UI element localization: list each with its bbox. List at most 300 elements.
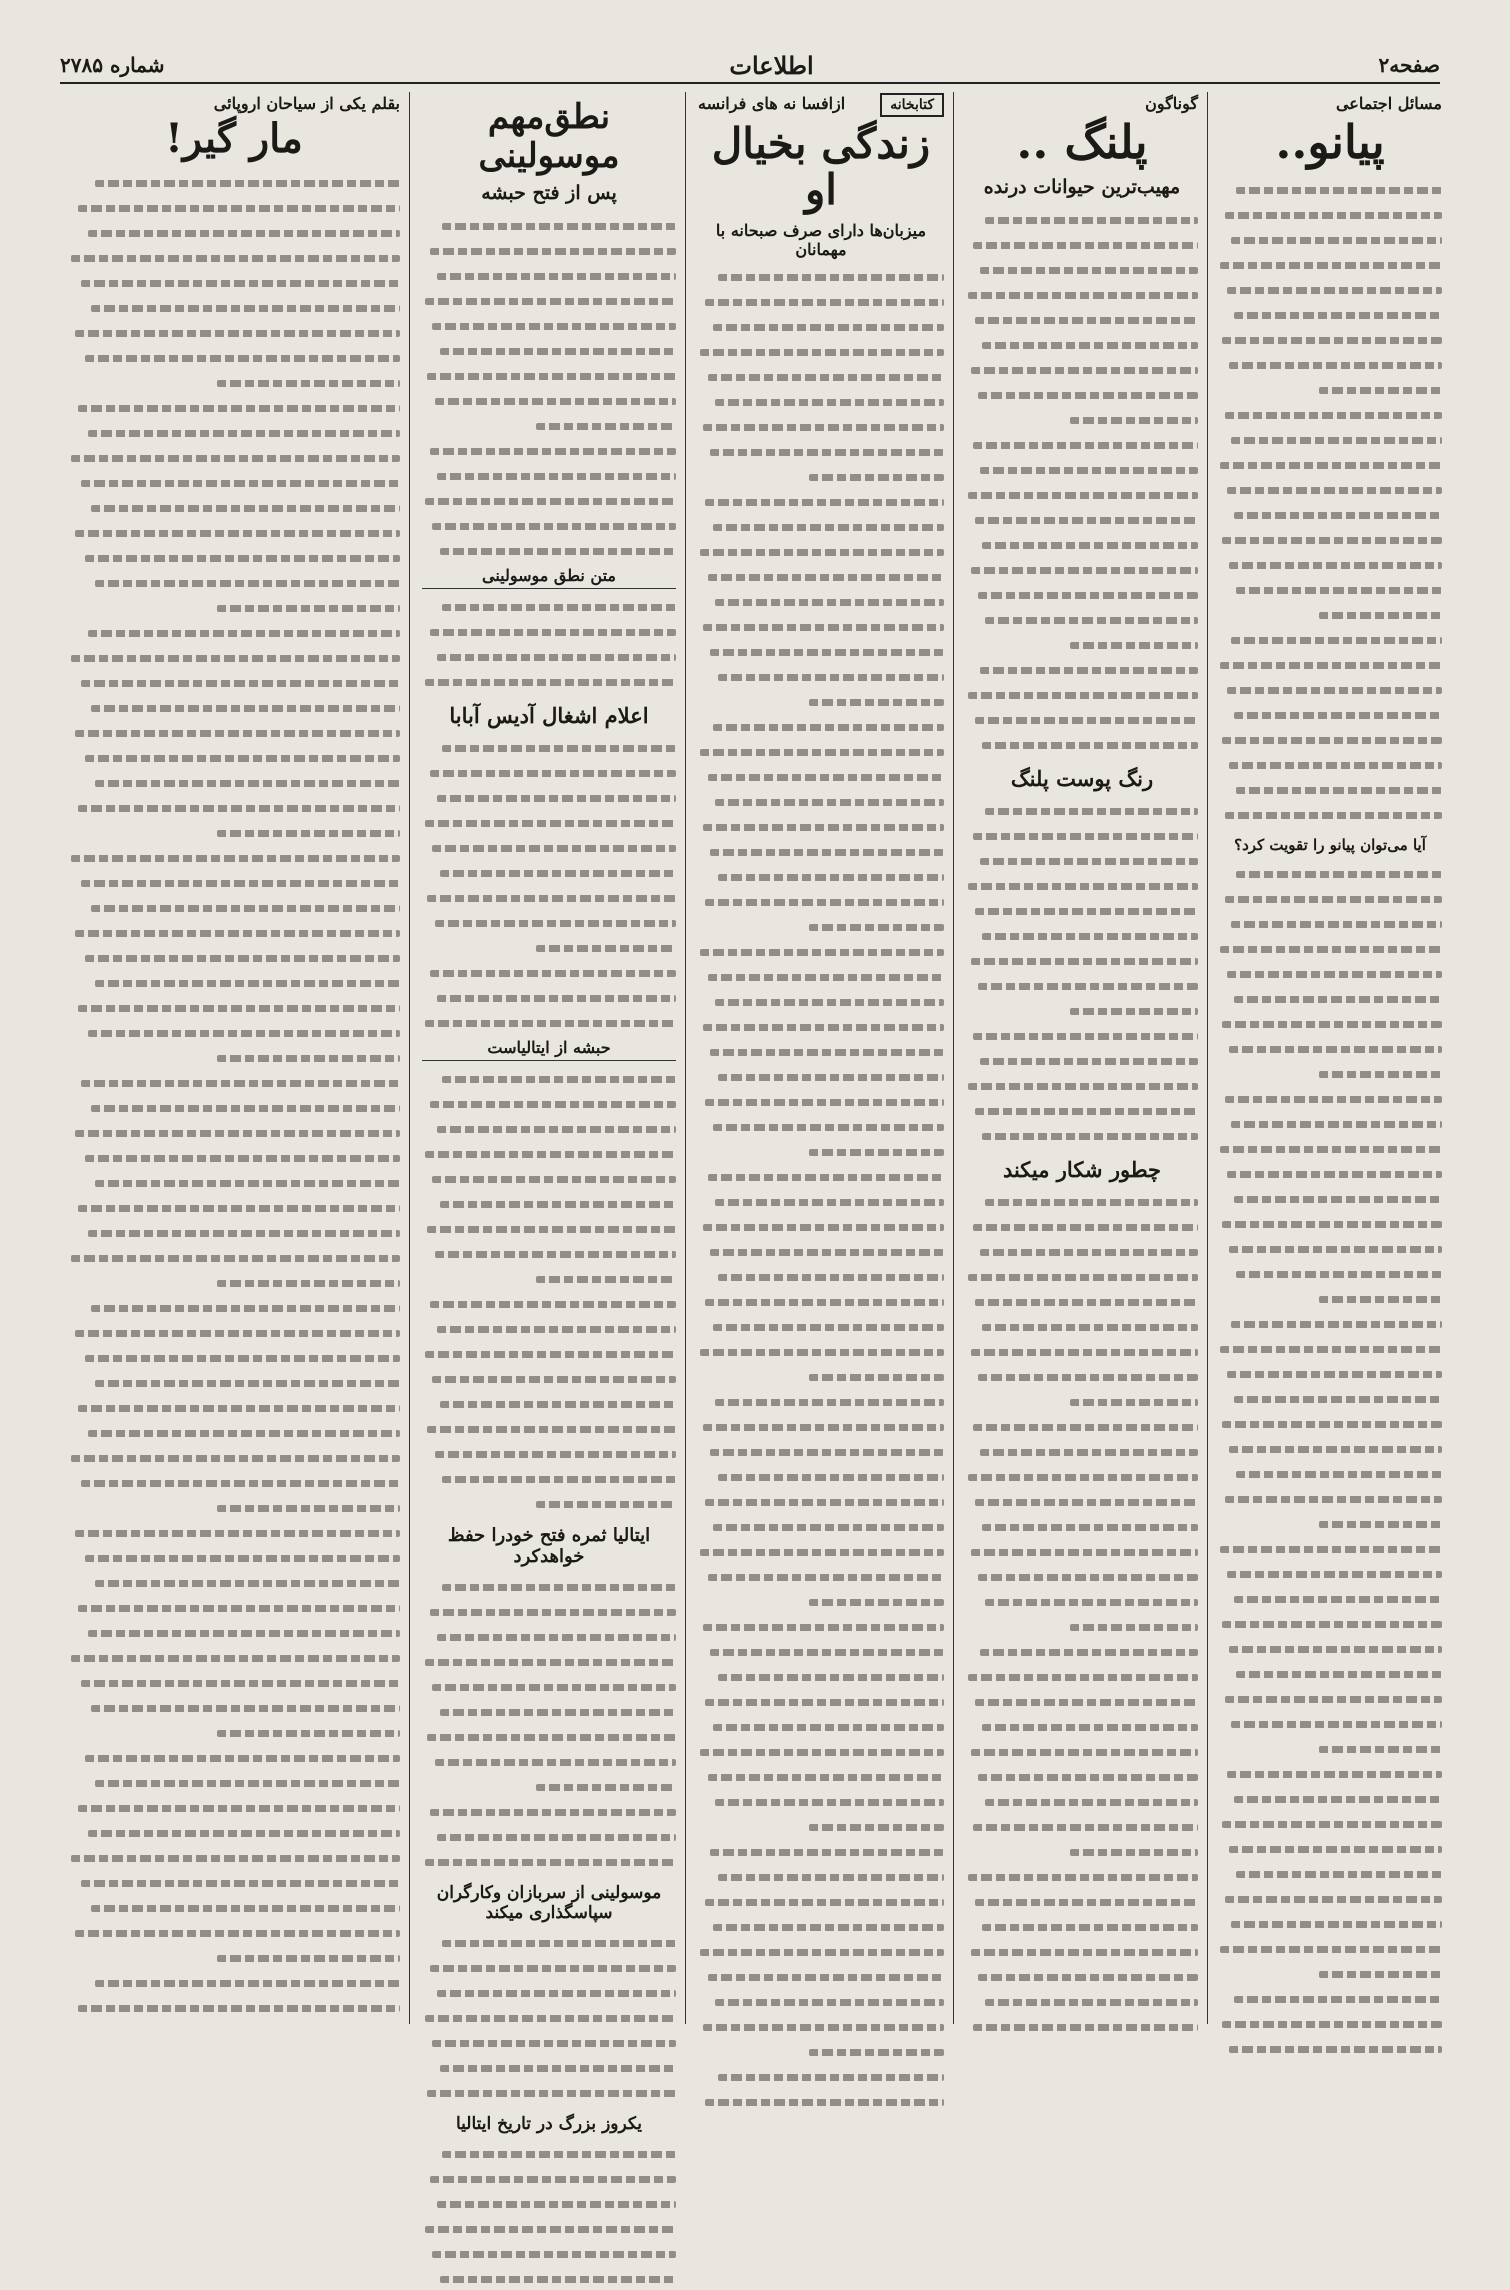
text-line <box>966 606 1198 631</box>
text-line <box>966 972 1198 997</box>
text-line <box>698 388 944 413</box>
text-line <box>966 1988 1198 2013</box>
text-line <box>422 1115 676 1140</box>
text-line <box>68 1244 400 1269</box>
text-line <box>422 1065 676 1090</box>
text-line <box>698 1588 944 1613</box>
text-line <box>698 2063 944 2088</box>
text-line <box>68 1844 400 1869</box>
serial-badge: کتابخانه <box>880 93 944 117</box>
text-line <box>1218 1685 1442 1710</box>
text-line <box>698 1363 944 1388</box>
text-line <box>68 194 400 219</box>
text-line <box>966 531 1198 556</box>
text-line <box>1218 226 1442 251</box>
text-line <box>966 506 1198 531</box>
text-line <box>698 738 944 763</box>
page-label: صفحه۲ <box>1378 53 1440 77</box>
text-line <box>422 1390 676 1415</box>
text-line <box>1218 176 1442 201</box>
text-line <box>1218 451 1442 476</box>
section-heading: ایتالیا ثمره فتح خودرا حفظ خواهدکرد <box>447 1525 651 1568</box>
text-line <box>68 1644 400 1669</box>
text-line <box>966 1813 1198 1838</box>
text-line <box>1218 626 1442 651</box>
text-line <box>966 1538 1198 1563</box>
text-line <box>1218 1060 1442 1085</box>
text-line <box>1218 1235 1442 1260</box>
text-line <box>422 1465 676 1490</box>
text-line <box>422 2190 676 2215</box>
text-line <box>422 2215 676 2240</box>
text-line <box>422 784 676 809</box>
article-body <box>966 206 1198 756</box>
text-line <box>698 1013 944 1038</box>
text-line <box>698 788 944 813</box>
text-line <box>698 1788 944 1813</box>
text-line <box>966 2013 1198 2038</box>
text-line <box>966 1263 1198 1288</box>
article-title: نطق‌مهم موسولینی <box>478 97 620 177</box>
text-line <box>1218 476 1442 501</box>
text-line <box>1218 1360 1442 1385</box>
text-line <box>1218 1810 1442 1835</box>
text-line <box>68 744 400 769</box>
text-line <box>698 338 944 363</box>
text-line <box>1218 651 1442 676</box>
section-kicker: گوناگون <box>1145 94 1198 113</box>
text-line <box>422 834 676 859</box>
text-line <box>698 1863 944 1888</box>
section-heading: حبشه از ایتالیاست <box>422 1038 676 1061</box>
text-line <box>68 994 400 1019</box>
text-line <box>1218 1560 1442 1585</box>
text-line <box>422 262 676 287</box>
text-line <box>1218 1185 1442 1210</box>
text-line <box>698 1938 944 1963</box>
text-line <box>698 938 944 963</box>
text-line <box>698 763 944 788</box>
text-line <box>68 1669 400 1694</box>
text-line <box>68 269 400 294</box>
text-line <box>698 913 944 938</box>
text-line <box>1218 526 1442 551</box>
text-line <box>1218 1585 1442 1610</box>
text-line <box>422 1290 676 1315</box>
text-line <box>1218 1835 1442 1860</box>
text-line <box>966 356 1198 381</box>
text-line <box>698 688 944 713</box>
text-line <box>698 713 944 738</box>
text-line <box>698 1063 944 1088</box>
text-line <box>1218 551 1442 576</box>
text-line <box>966 406 1198 431</box>
text-line <box>68 869 400 894</box>
text-line <box>68 244 400 269</box>
text-line <box>966 872 1198 897</box>
text-line <box>422 462 676 487</box>
text-line <box>1218 1610 1442 1635</box>
text-line <box>1218 1935 1442 1960</box>
article-body <box>422 1573 676 1873</box>
text-line <box>966 1388 1198 1413</box>
text-line <box>1218 1385 1442 1410</box>
text-line <box>1218 376 1442 401</box>
text-line <box>1218 1910 1442 1935</box>
text-line <box>68 569 400 594</box>
text-line <box>1218 935 1442 960</box>
text-line <box>1218 1735 1442 1760</box>
text-line <box>1218 1960 1442 1985</box>
text-line <box>68 1769 400 1794</box>
text-line <box>698 1313 944 1338</box>
text-line <box>422 412 676 437</box>
text-line <box>1218 1885 1442 1910</box>
text-line <box>68 394 400 419</box>
text-line <box>68 1294 400 1319</box>
text-line <box>68 444 400 469</box>
text-line <box>1218 1985 1442 2010</box>
text-line <box>698 1538 944 1563</box>
text-line <box>698 813 944 838</box>
text-line <box>966 1913 1198 1938</box>
text-line <box>1218 1160 1442 1185</box>
text-line <box>698 1663 944 1688</box>
column-rule <box>685 92 686 2024</box>
text-line <box>68 719 400 744</box>
text-line <box>966 947 1198 972</box>
text-line <box>422 1240 676 1265</box>
text-line <box>68 519 400 544</box>
text-line <box>68 819 400 844</box>
text-line <box>422 2240 676 2265</box>
section-heading: آیا می‌توان پیانو را تقویت کرد؟ <box>1234 835 1426 854</box>
text-line <box>966 1763 1198 1788</box>
text-line <box>422 2004 676 2029</box>
text-line <box>698 1238 944 1263</box>
text-line <box>1218 326 1442 351</box>
text-line <box>1218 1785 1442 1810</box>
text-line <box>966 1188 1198 1213</box>
text-line <box>422 512 676 537</box>
section-heading: رنگ پوست پلنگ <box>1010 765 1154 791</box>
text-line <box>422 909 676 934</box>
text-line <box>68 1544 400 1569</box>
text-line <box>1218 351 1442 376</box>
text-line <box>68 294 400 319</box>
text-line <box>698 1163 944 1188</box>
text-line <box>698 1288 944 1313</box>
text-line <box>422 1598 676 1623</box>
text-line <box>68 1469 400 1494</box>
text-line <box>1218 701 1442 726</box>
text-line <box>966 1122 1198 1147</box>
text-line <box>68 594 400 619</box>
text-line <box>1218 1510 1442 1535</box>
text-line <box>966 1238 1198 1263</box>
text-line <box>1218 501 1442 526</box>
article-body <box>422 1065 676 1515</box>
text-line <box>698 1638 944 1663</box>
text-line <box>966 1663 1198 1688</box>
column-rule <box>1207 92 1208 2024</box>
text-line <box>422 809 676 834</box>
text-line <box>698 488 944 513</box>
article-title: مار گیر! <box>165 115 303 162</box>
text-line <box>68 669 400 694</box>
text-line <box>68 1994 400 2019</box>
text-line <box>1218 1335 1442 1360</box>
paper-name: اطلاعات <box>729 50 814 80</box>
text-line <box>422 2165 676 2190</box>
article-body <box>68 169 400 2019</box>
text-line <box>698 2088 944 2113</box>
text-line <box>966 1363 1198 1388</box>
text-line <box>422 1573 676 1598</box>
text-line <box>422 1440 676 1465</box>
text-line <box>698 1613 944 1638</box>
text-line <box>1218 676 1442 701</box>
text-line <box>698 1688 944 1713</box>
text-line <box>422 859 676 884</box>
text-line <box>966 1613 1198 1638</box>
text-line <box>422 2140 676 2165</box>
article-body <box>422 212 676 562</box>
text-line <box>966 1788 1198 1813</box>
column-rule <box>953 92 954 2024</box>
text-line <box>1218 1135 1442 1160</box>
text-line <box>422 1673 676 1698</box>
text-line <box>68 1594 400 1619</box>
column-snake-charmer <box>60 92 408 2024</box>
text-line <box>1218 1460 1442 1485</box>
text-line <box>68 344 400 369</box>
article-title: زندگی بخیال او <box>711 119 931 215</box>
text-line <box>422 1415 676 1440</box>
text-line <box>68 694 400 719</box>
text-line <box>698 963 944 988</box>
text-line <box>966 1563 1198 1588</box>
article-body <box>422 2140 676 2290</box>
column-piano <box>1210 92 1450 2024</box>
text-line <box>698 1763 944 1788</box>
text-line <box>422 437 676 462</box>
text-line <box>966 481 1198 506</box>
text-line <box>422 1929 676 1954</box>
column-panther <box>958 92 1206 2024</box>
text-line <box>698 863 944 888</box>
section-heading: چطور شکار میکند <box>1002 1156 1162 1182</box>
text-line <box>422 237 676 262</box>
text-line <box>422 1340 676 1365</box>
text-line <box>698 513 944 538</box>
text-line <box>422 287 676 312</box>
text-line <box>1218 960 1442 985</box>
text-line <box>966 1438 1198 1463</box>
text-line <box>422 1648 676 1673</box>
text-line <box>698 1338 944 1363</box>
text-line <box>698 313 944 338</box>
text-line <box>698 1813 944 1838</box>
text-line <box>698 1413 944 1438</box>
text-line <box>422 1090 676 1115</box>
text-line <box>68 419 400 444</box>
text-line <box>68 1869 400 1894</box>
text-line <box>966 1513 1198 1538</box>
text-line <box>422 618 676 643</box>
text-line <box>966 1488 1198 1513</box>
text-line <box>966 581 1198 606</box>
text-line <box>422 1979 676 2004</box>
column-mussolini <box>414 92 684 2135</box>
text-line <box>698 1488 944 1513</box>
article-body <box>966 1188 1198 2038</box>
text-line <box>422 1165 676 1190</box>
text-line <box>68 1494 400 1519</box>
article-body <box>422 1929 676 2104</box>
text-line <box>68 1944 400 1969</box>
section-heading: یکروز بزرگ در تاریخ ایتالیا <box>456 2114 642 2135</box>
text-line <box>1218 1085 1442 1110</box>
text-line <box>698 988 944 1013</box>
text-line <box>966 1313 1198 1338</box>
text-line <box>698 1113 944 1138</box>
text-line <box>1218 801 1442 826</box>
text-line <box>966 997 1198 1022</box>
text-line <box>966 1288 1198 1313</box>
text-line <box>422 1315 676 1340</box>
column-rule <box>409 92 410 2024</box>
text-line <box>68 1569 400 1594</box>
text-line <box>966 1888 1198 1913</box>
text-line <box>422 487 676 512</box>
article-body <box>698 263 944 2113</box>
text-line <box>422 1265 676 1290</box>
text-line <box>966 1338 1198 1363</box>
text-line <box>966 922 1198 947</box>
text-line <box>698 363 944 388</box>
text-line <box>966 281 1198 306</box>
text-line <box>1218 1110 1442 1135</box>
text-line <box>422 734 676 759</box>
text-line <box>966 656 1198 681</box>
text-line <box>68 1619 400 1644</box>
text-line <box>1218 860 1442 885</box>
article-subtitle: میزبان‌ها دارای صرف صبحانه با مهمانان <box>715 221 927 260</box>
text-line <box>422 1009 676 1034</box>
text-line <box>1218 1035 1442 1060</box>
text-line <box>68 769 400 794</box>
text-line <box>68 369 400 394</box>
text-line <box>698 613 944 638</box>
text-line <box>422 312 676 337</box>
text-line <box>1218 726 1442 751</box>
text-line <box>68 644 400 669</box>
text-line <box>1218 985 1442 1010</box>
text-line <box>966 431 1198 456</box>
text-line <box>698 888 944 913</box>
section-heading: موسولینی از سربازان وکارگران سپاسگذاری میکند <box>436 1883 662 1924</box>
text-line <box>68 1744 400 1769</box>
text-line <box>698 1838 944 1863</box>
text-line <box>698 1388 944 1413</box>
text-line <box>68 1444 400 1469</box>
text-line <box>966 1963 1198 1988</box>
text-line <box>68 1794 400 1819</box>
text-line <box>68 1894 400 1919</box>
text-line <box>966 681 1198 706</box>
text-line <box>966 1938 1198 1963</box>
text-line <box>68 1319 400 1344</box>
text-line <box>68 1819 400 1844</box>
text-line <box>966 1588 1198 1613</box>
text-line <box>422 1823 676 1848</box>
text-line <box>966 797 1198 822</box>
text-line <box>68 1694 400 1719</box>
text-line <box>1218 885 1442 910</box>
text-line <box>698 1038 944 1063</box>
text-line <box>698 413 944 438</box>
text-line <box>68 1394 400 1419</box>
text-line <box>68 1194 400 1219</box>
text-line <box>422 1140 676 1165</box>
text-line <box>422 212 676 237</box>
text-line <box>1218 1760 1442 1785</box>
article-body <box>1218 860 1442 2060</box>
text-line <box>698 1438 944 1463</box>
text-line <box>68 1019 400 1044</box>
text-line <box>68 794 400 819</box>
text-line <box>966 1022 1198 1047</box>
text-line <box>422 1954 676 1979</box>
text-line <box>966 456 1198 481</box>
text-line <box>1218 776 1442 801</box>
article-body <box>422 593 676 693</box>
text-line <box>422 2265 676 2290</box>
text-line <box>68 469 400 494</box>
text-line <box>966 1072 1198 1097</box>
text-line <box>966 256 1198 281</box>
text-line <box>1218 1635 1442 1660</box>
text-line <box>1218 601 1442 626</box>
text-line <box>422 1848 676 1873</box>
text-line <box>698 1263 944 1288</box>
text-line <box>966 706 1198 731</box>
text-line <box>68 844 400 869</box>
text-line <box>966 206 1198 231</box>
text-line <box>698 1463 944 1488</box>
text-line <box>422 934 676 959</box>
article-body <box>422 734 676 1034</box>
text-line <box>68 1144 400 1169</box>
section-kicker: مسائل اجتماعی <box>1335 94 1442 113</box>
text-line <box>1218 201 1442 226</box>
text-line <box>422 1798 676 1823</box>
text-line <box>68 1369 400 1394</box>
text-line <box>698 838 944 863</box>
text-line <box>966 306 1198 331</box>
text-line <box>698 563 944 588</box>
text-line <box>422 668 676 693</box>
text-line <box>966 631 1198 656</box>
text-line <box>698 638 944 663</box>
text-line <box>698 1963 944 1988</box>
text-line <box>422 759 676 784</box>
text-line <box>698 1563 944 1588</box>
text-line <box>422 1190 676 1215</box>
text-line <box>966 231 1198 256</box>
text-line <box>1218 1535 1442 1560</box>
